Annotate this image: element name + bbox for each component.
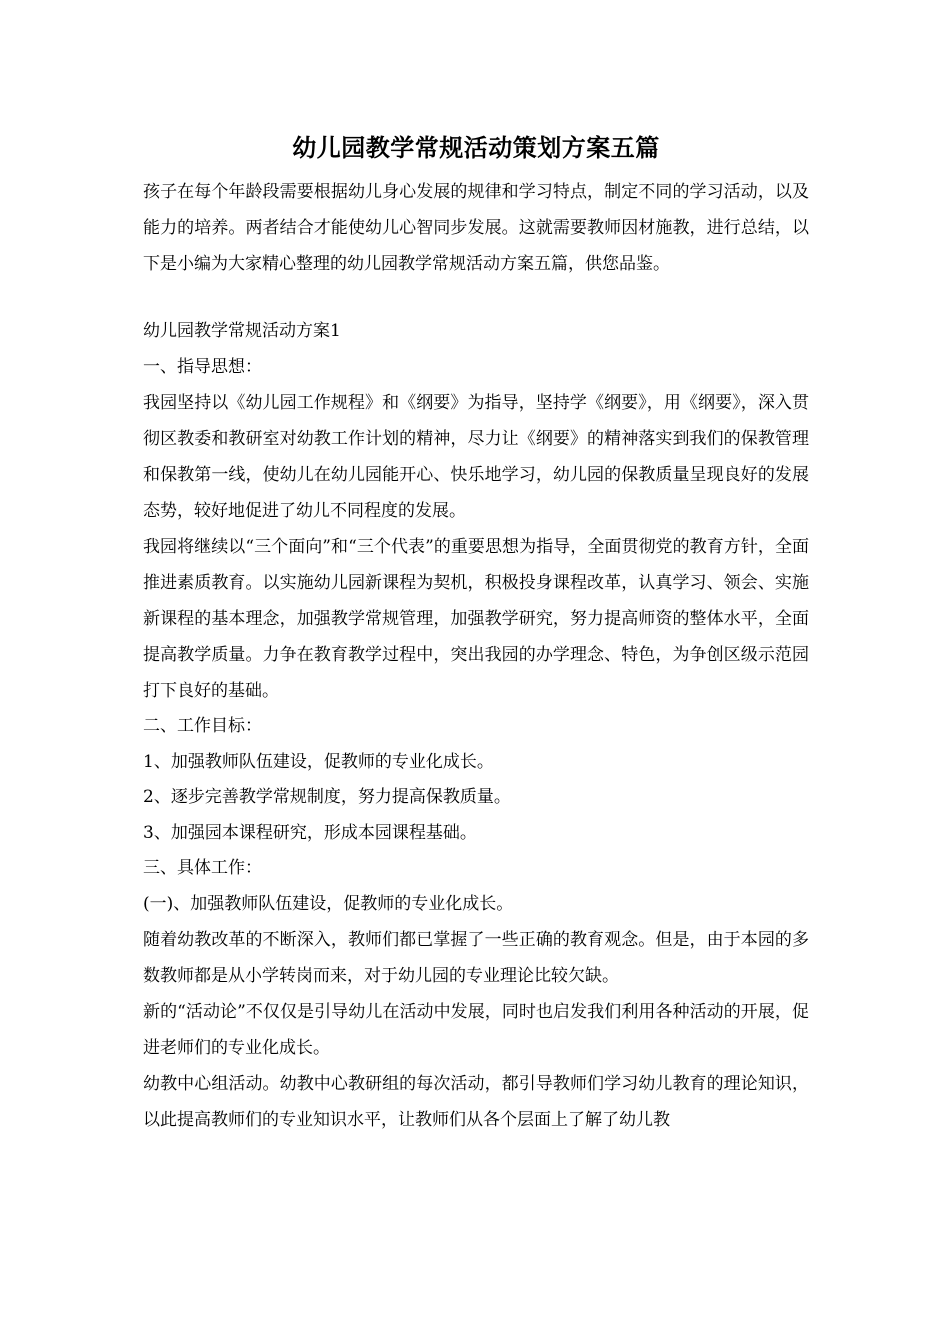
intro-paragraph: 孩子在每个年龄段需要根据幼儿身心发展的规律和学习特点，制定不同的学习活动，以及能力的培养。两者结合才能使幼儿心智同步发展。这就需要教师因材施教，进行总结，以下是小编为大家精心整理的幼儿园教学常规活动方案五篇，供您品鉴。 bbox=[143, 182, 809, 274]
document-title: 幼儿园教学常规活动策划方案五篇 bbox=[292, 133, 660, 162]
document-page bbox=[143, 128, 809, 1138]
section-spacer bbox=[143, 282, 809, 314]
goal-item-2: 2、逐步完善教学常规制度，努力提高保教质量。 bbox=[143, 787, 511, 807]
sub-heading-1: (一)、加强教师队伍建设，促教师的专业化成长。 bbox=[143, 893, 514, 914]
section-heading: 幼儿园教学常规活动方案1 bbox=[143, 321, 341, 341]
heading-work-goals: 二、工作目标： bbox=[143, 716, 262, 736]
heading-guiding-ideology: 一、指导思想： bbox=[143, 356, 262, 377]
paragraph-1: 我园坚持以《幼儿园工作规程》和《纲要》为指导，坚持学《纲要》，用《纲要》，深入贯彻区教委和教研室对幼教工作计划的精神，尽力让《纲要》的精神落实到我们的保教管理和保教第一线，使幼儿在幼儿园能开心、快乐地学习，幼儿园的保教质量呈现良好的发展态势，较好地促进了幼儿不同程度的发展。 bbox=[143, 393, 809, 521]
paragraph-4: 新的“活动论”不仅仅是引导幼儿在活动中发展，同时也启发我们利用各种活动的开展，促进老师们的专业化成长。 bbox=[143, 1002, 809, 1058]
goal-item-1: 1、加强教师队伍建设，促教师的专业化成长。 bbox=[143, 751, 494, 772]
paragraph-2: 我园将继续以“三个面向”和“三个代表”的重要思想为指导，全面贯彻党的教育方针，全面推进素质教育。以实施幼儿园新课程为契机，积极投身课程改革，认真学习、领会、实施新课程的基本理念，加强教学常规管理，加强教学研究，努力提高师资的整体水平，全面提高教学质量。力争在教育教学过程中，突出我园的办学理念、特色，为争创区级示范园打下良好的基础。 bbox=[143, 537, 809, 701]
heading-specific-work: 三、具体工作： bbox=[143, 858, 262, 878]
goal-item-3: 3、加强园本课程研究，形成本园课程基础。 bbox=[143, 822, 477, 843]
paragraph-3: 随着幼教改革的不断深入，教师们都已掌握了一些正确的教育观念。但是，由于本园的多数教师都是从小学转岗而来，对于幼儿园的专业理论比较欠缺。 bbox=[143, 930, 809, 986]
paragraph-5: 幼教中心组活动。幼教中心教研组的每次活动，都引导教师们学习幼儿教育的理论知识，以此提高教师们的专业知识水平，让教师们从各个层面上了解了幼儿教 bbox=[143, 1074, 809, 1130]
